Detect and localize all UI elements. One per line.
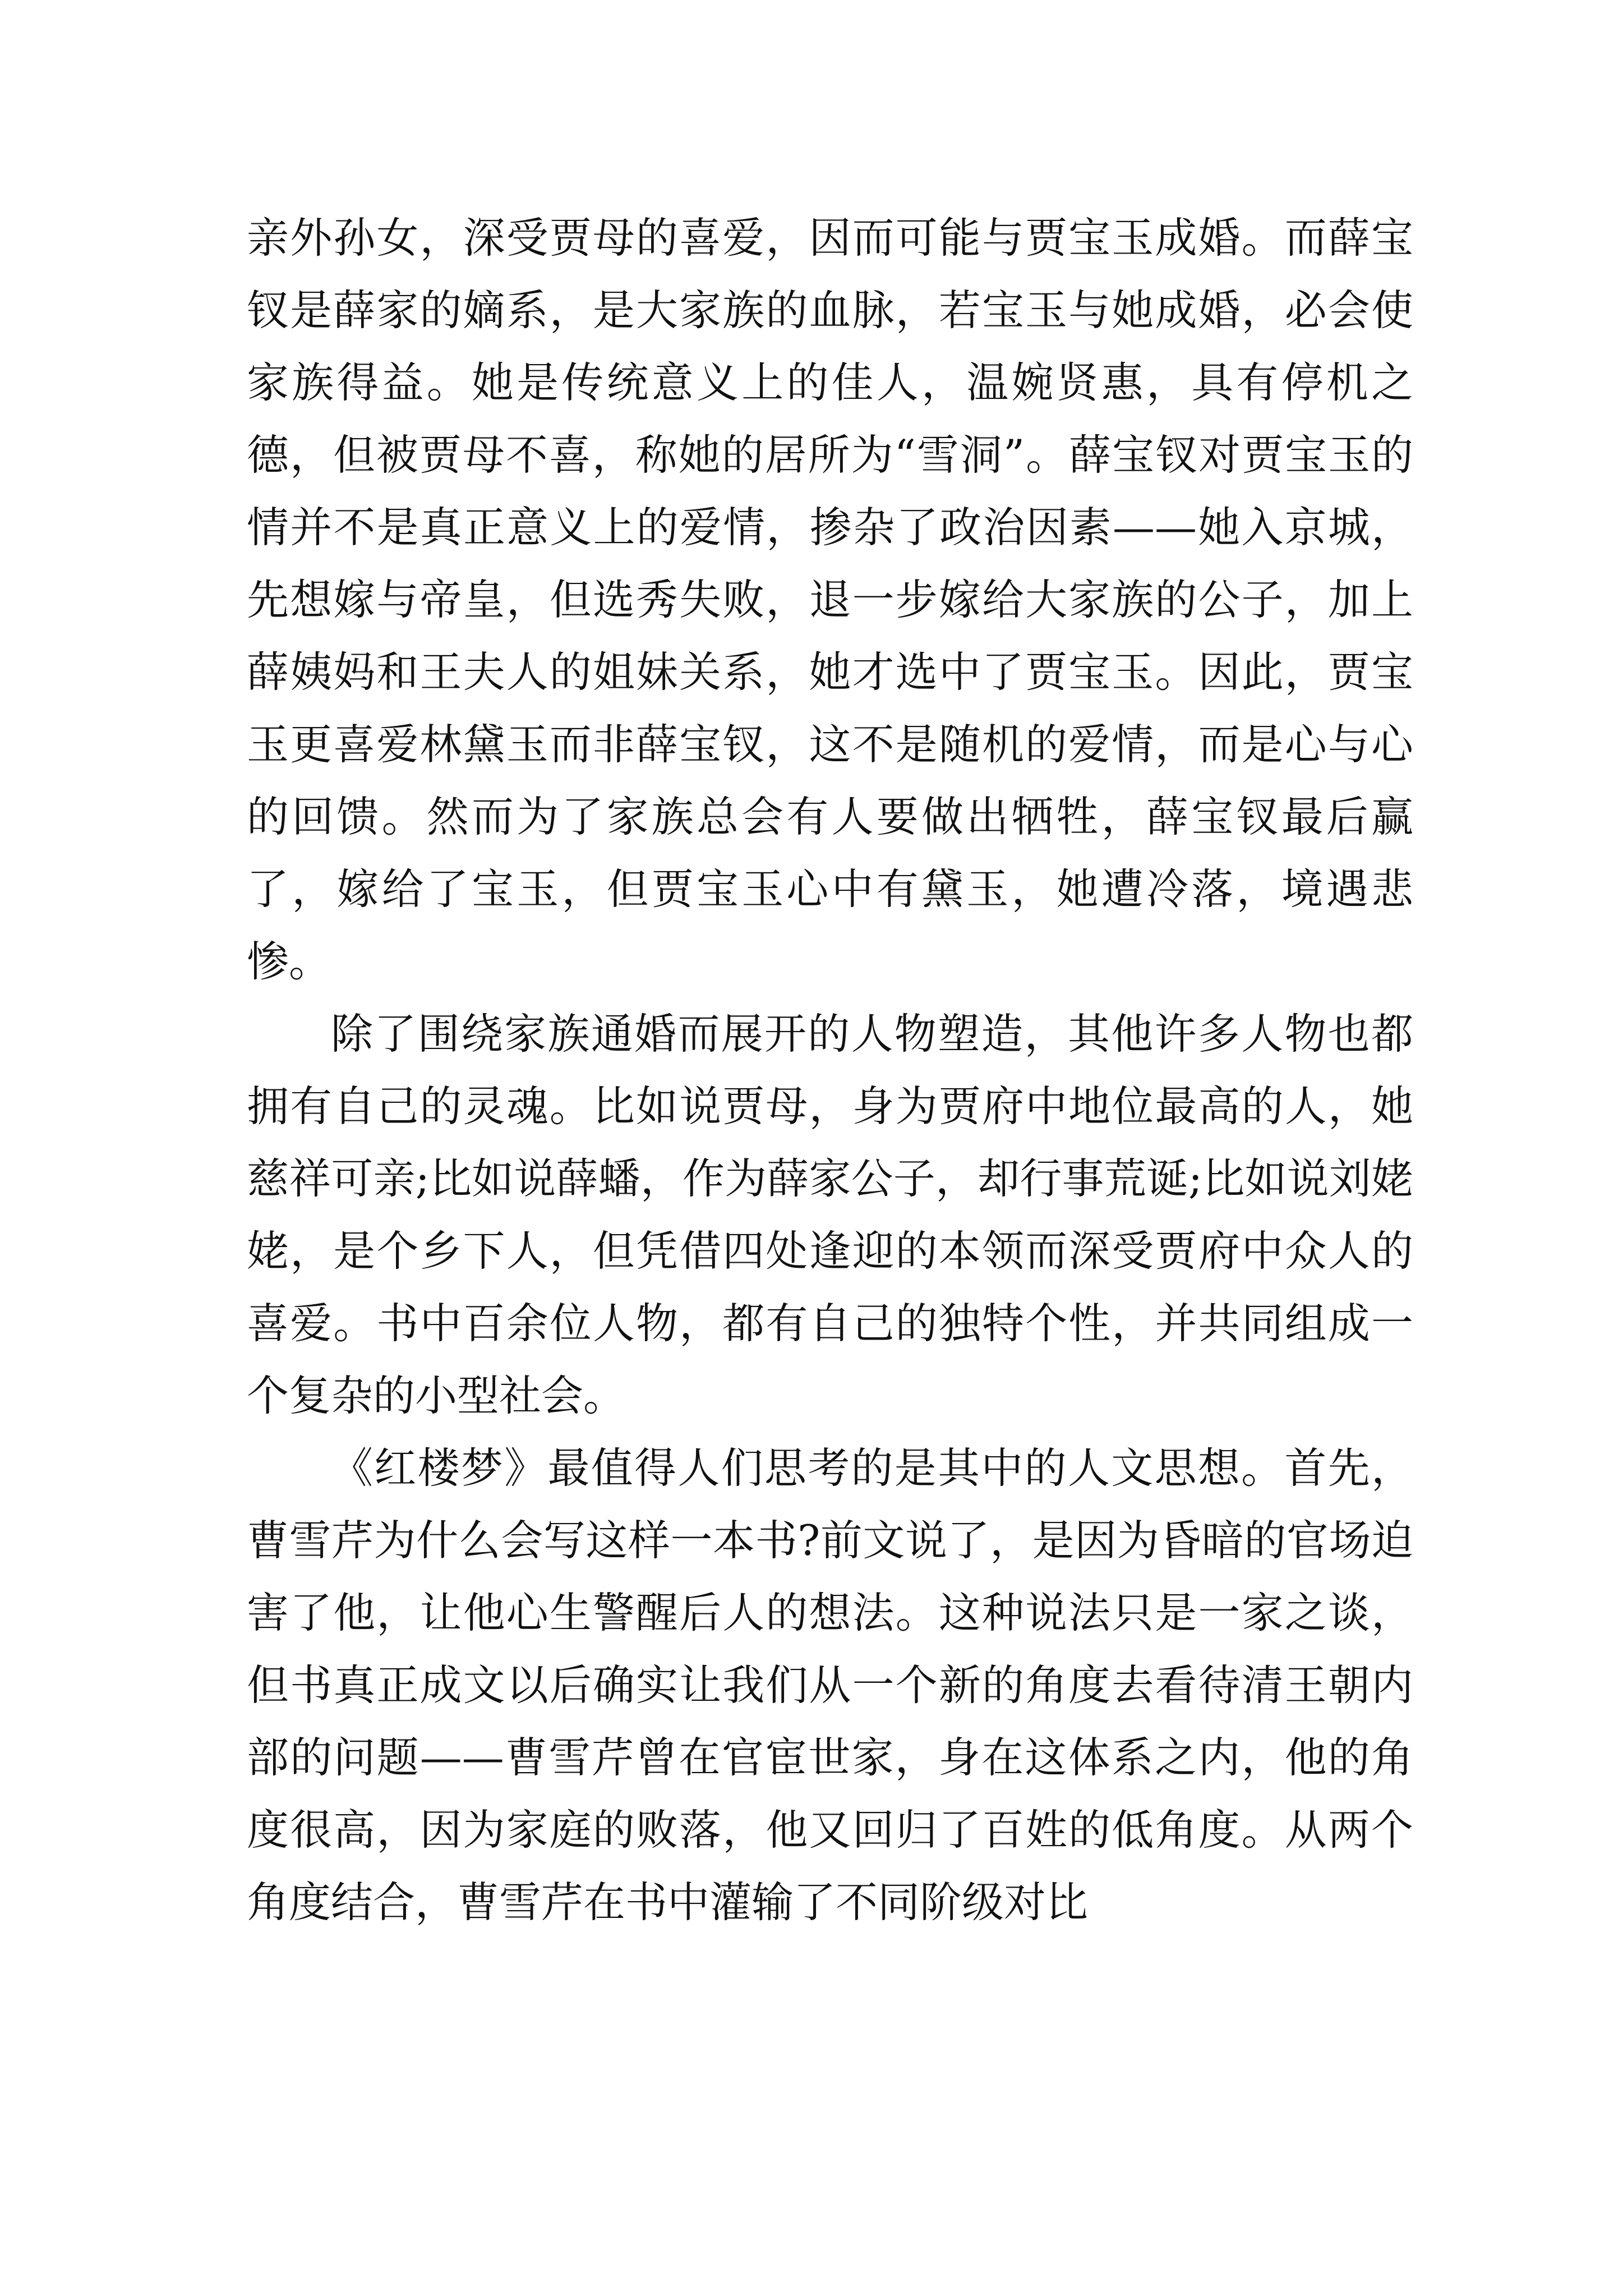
paragraph-3: 《红楼梦》最值得人们思考的是其中的人文思想。首先，曹雪芹为什么会写这样一本书?前文说了，是因为昏暗的官场迫害了他，让他心生警醒后人的想法。这种说法只是一家之谈，但书真正成文以后确实让我们从一个新的角度去看待清王朝内部的问题——曹雪芹曾在官宦世家，身在这体系之内，他的角度很高，因为家庭的败落，他又回归了百姓的低角度。从两个角度结合，曹雪芹在书中灌输了不同阶级对比 [247, 1443, 1413, 1927]
paragraph-2: 除了围绕家族通婚而展开的人物塑造，其他许多人物也都拥有自己的灵魂。比如说贾母，身为贾府中地位最高的人，她慈祥可亲;比如说薛蟠，作为薛家公子，却行事荒诞;比如说刘姥姥，是个乡下人，但凭借四处逢迎的本领而深受贾府中众人的喜爱。书中百余位人物，都有自己的独特个性，并共同组成一个复杂的小型社会。 [247, 1009, 1413, 1420]
body-text [247, 202, 1413, 1939]
paragraph-1: 亲外孙女，深受贾母的喜爱，因而可能与贾宝玉成婚。而薛宝钗是薛家的嫡系，是大家族的血脉，若宝玉与她成婚，必会使家族得益。她是传统意义上的佳人，温婉贤惠，具有停机之德，但被贾母不喜，称她的居所为“雪洞”。薛宝钗对贾宝玉的情并不是真正意义上的爱情，掺杂了政治因素——她入京城，先想嫁与帝皇，但选秀失败，退一步嫁给大家族的公子，加上薛姨妈和王夫人的姐妹关系，她才选中了贾宝玉。因此，贾宝玉更喜爱林黛玉而非薛宝钗，这不是随机的爱情，而是心与心的回馈。然而为了家族总会有人要做出牺牲，薛宝钗最后赢了，嫁给了宝玉，但贾宝玉心中有黛玉，她遭冷落，境遇悲惨。 [247, 213, 1413, 986]
